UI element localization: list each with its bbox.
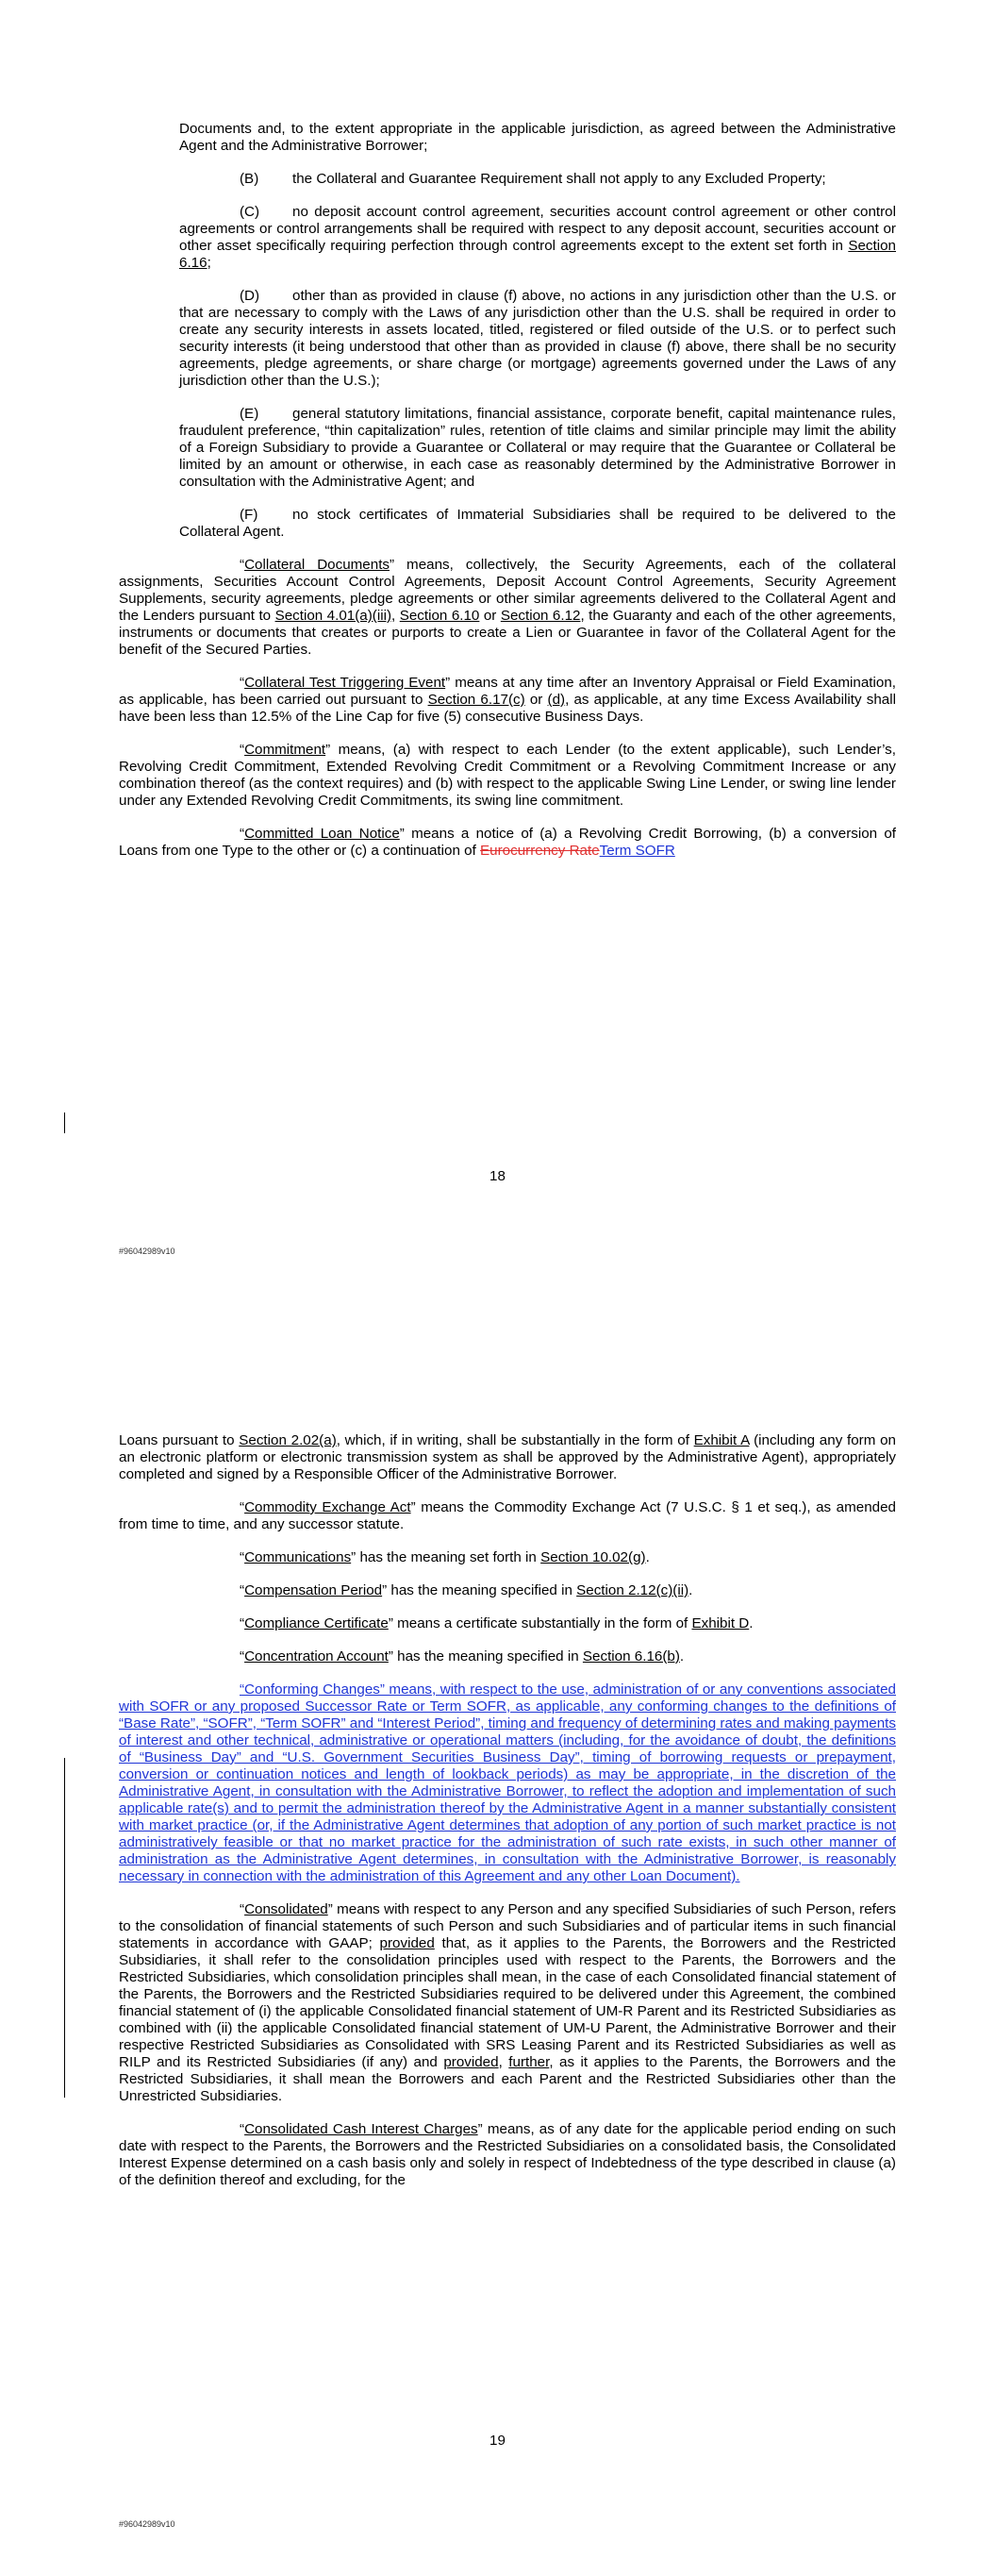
definition-collateral-documents: “Collateral Documents” means, collectively, the Security Agreements, each of the collateral assignments, Securities Account Control Agreements, Deposit Account Control Agreements, Security Agreement Supplements, security agreements, pledge agreements or other similar agreements delivered to the Collateral Agent and the Lenders pursuant to Section 4.01(a)(iii), Section 6.10 or Section 6.12, the Guaranty and each of the other agreements, instruments or documents that creates or purports to create a Lien or Guarantee in favor of the Collateral Agent for the benefit of the Secured Parties.	[119, 557, 896, 658]
document-footer: #96042989v10	[119, 1246, 175, 1256]
definition-commodity-exchange-act: “Commodity Exchange Act” means the Commodity Exchange Act (7 U.S.C. § 1 et seq.), as amended from time to time, and any successor statute.	[119, 1499, 896, 1532]
deleted-text: Eurocurrency Rate	[480, 843, 600, 859]
section-link[interactable]: Section 2.12(c)(ii)	[576, 1582, 689, 1598]
section-link[interactable]: Section 6.17(c)	[427, 692, 525, 708]
definition-conforming-changes-inserted: “Conforming Changes” means, with respect to the use, administration of or any conventions associated with SOFR or any proposed Successor Rate or Term SOFR, as applicable, any conforming changes to the definitions of “Base Rate”, “SOFR”, “Term SOFR” and “Interest Period”, timing and frequency of determining rates and making payments of interest and other technical, administrative or operational matters (including, for the avoidance of doubt, the definitions of “Business Day” and “U.S. Government Securities Business Day”, timing of borrowing requests or prepayment, conversion or continuation notices and length of lookback periods) as may be appropriate, in the discretion of the Administrative Agent, in consultation with the Administrative Borrower, to reflect the adoption and implementation of such applicable rate(s) and to permit the administration thereof by the Administrative Agent in a manner substantially consistent with market practice (or, if the Administrative Agent determines that adoption of any portion of such market practice is not administratively feasible or that no market practice for the administration of such rate exists, in such other manner of administration as the Administrative Agent determines, in consultation with the Administrative Borrower, is reasonably necessary in connection with the administration of this Agreement and any other Loan Document).	[119, 1681, 896, 1884]
paragraph-continued: Loans pursuant to Section 2.02(a), which, if in writing, shall be substantially in the form of Exhibit A (including any form on an electronic platform or electronic transmission system as shall be approved by the Administrative Agent), appropriately completed and signed by a Responsible Officer of the Administrative Borrower.	[119, 1432, 896, 1482]
definition-compensation-period: “Compensation Period” has the meaning specified in Section 2.12(c)(ii).	[240, 1582, 693, 1598]
section-link[interactable]: Section 10.02(g)	[540, 1549, 646, 1565]
section-link[interactable]: Section 6.16(b)	[582, 1648, 680, 1664]
page-19-body	[119, 1432, 896, 2205]
definition-concentration-account: “Concentration Account” has the meaning specified in Section 6.16(b).	[240, 1648, 685, 1664]
change-bar	[64, 1112, 65, 1133]
paragraph-continued: Documents and, to the extent appropriate in the applicable jurisdiction, as agreed between the Administrative Agent and the Administrative Borrower;	[179, 121, 896, 154]
clause-b: (B) the Collateral and Guarantee Requirement shall not apply to any Excluded Property;	[240, 171, 826, 187]
page-18-body	[119, 121, 896, 876]
clause-c: (C) no deposit account control agreement, securities account control agreement or other control agreements or control arrangements shall be required with respect to any deposit account, securities account or other asset specifically requiring perfection through control agreements except to the extent set forth in Section 6.16;	[179, 204, 896, 271]
exhibit-link[interactable]: Exhibit D	[691, 1615, 750, 1631]
section-link[interactable]: (d)	[547, 692, 566, 708]
clause-d: (D) other than as provided in clause (f) above, no actions in any jurisdiction other than the U.S. or that are necessary to comply with the Laws of any jurisdiction other than the U.S. shall be required in order to create any security interests in assets located, titled, registered or filed outside of the U.S. or to perfect such security interests (it being understood that other than as provided in clause (f) above, there shall be no security agreements, pledge agreements, or share charge (or mortgage) agreements governed under the Laws of any jurisdiction other than the U.S.);	[179, 288, 896, 389]
definition-compliance-certificate: “Compliance Certificate” means a certificate substantially in the form of Exhibit D.	[240, 1615, 754, 1631]
clause-e: (E) general statutory limitations, financial assistance, corporate benefit, capital maintenance rules, fraudulent preference, “thin capitalization” rules, retention of title claims and similar principle may limit the ability of a Foreign Subsidiary to provide a Guarantee or Collateral or may require that the Guarantee or Collateral be limited by an amount or otherwise, in each case as reasonably determined by the Administrative Borrower in consultation with the Administrative Agent; and	[179, 406, 896, 490]
clause-f: (F) no stock certificates of Immaterial Subsidiaries shall be required to be delivered to the Collateral Agent.	[179, 507, 896, 540]
definition-collateral-test: “Collateral Test Triggering Event” means at any time after an Inventory Appraisal or Field Examination, as applicable, has been carried out pursuant to Section 6.17(c) or (d), as applicable, at any time Excess Availability shall have been less than 12.5% of the Line Cap for five (5) consecutive Business Days.	[119, 675, 897, 725]
change-bar	[64, 1758, 65, 2098]
page-19	[0, 1321, 995, 2576]
definition-consolidated-cash-interest-charges: “Consolidated Cash Interest Charges” means, as of any date for the applicable period ending on such date with respect to the Parents, the Borrowers and the Restricted Subsidiaries on a consolidated basis, the Consolidated Interest Expense determined on a cash basis only and solely in respect of Indebtedness of the type described in clause (a) of the definition thereof and excluding, for the	[119, 2121, 896, 2188]
definition-consolidated: “Consolidated” means with respect to any Person and any specified Subsidiaries of such Person, refers to the consolidation of financial statements of such Person and such Subsidiaries and of particular items in such financial statements in accordance with GAAP; provided that, as it applies to the Parents, the Borrowers and the Restricted Subsidiaries, it shall refer to the consolidation principles used with respect to the Parents, the Borrowers and the Restricted Subsidiaries, which consolidation principles shall mean, in the case of each Consolidated financial statement of the Parents, the Borrowers and the Restricted Subsidiaries required to be delivered under this Agreement, the combined financial statement of (i) the applicable Consolidated financial statement of UM-R Parent and its Restricted Subsidiaries as combined with (ii) the applicable Consolidated financial statement of UM-U Parent, the Administrative Borrower and their respective Restricted Subsidiaries as Consolidated with SRS Leasing Parent and its Restricted Subsidiaries as well as RILP and its Restricted Subsidiaries (if any) and provided, further, as it applies to the Parents, the Borrowers and the Restricted Subsidiaries, it shall mean the Borrowers and each Parent and the Restricted Subsidiaries other than the Unrestricted Subsidiaries.	[119, 1901, 896, 2104]
section-link[interactable]: Section 4.01(a)(iii)	[274, 608, 392, 624]
page-number: 18	[489, 1168, 506, 1184]
section-link[interactable]: Section 6.16	[179, 238, 896, 271]
definition-communications: “Communications” has the meaning set forth in Section 10.02(g).	[240, 1549, 650, 1565]
section-link[interactable]: Section 6.12	[500, 608, 581, 624]
exhibit-link[interactable]: Exhibit A	[693, 1432, 750, 1448]
definition-commitment: “Commitment” means, (a) with respect to each Lender (to the extent applicable), such Lender’s, Revolving Credit Commitment, Extended Revolving Credit Commitment or a Revolving Commitment Increase or any combination thereof (as the context requires) and (b) with respect to the applicable Swing Line Lender, or swing line lender under any Extended Revolving Credit Commitments, its swing line commitment.	[119, 742, 896, 809]
section-link[interactable]: Section 2.02(a)	[239, 1432, 337, 1448]
section-link[interactable]: Section 6.10	[399, 608, 480, 624]
definition-committed-loan-notice: “Committed Loan Notice” means a notice of (a) a Revolving Credit Borrowing, (b) a conversion of Loans from one Type to the other or (c) a continuation of Eurocurrency RateTerm SOFR	[119, 826, 897, 859]
inserted-text: Term SOFR	[599, 843, 675, 859]
page-number: 19	[489, 2433, 506, 2449]
document-footer: #96042989v10	[119, 2519, 175, 2529]
